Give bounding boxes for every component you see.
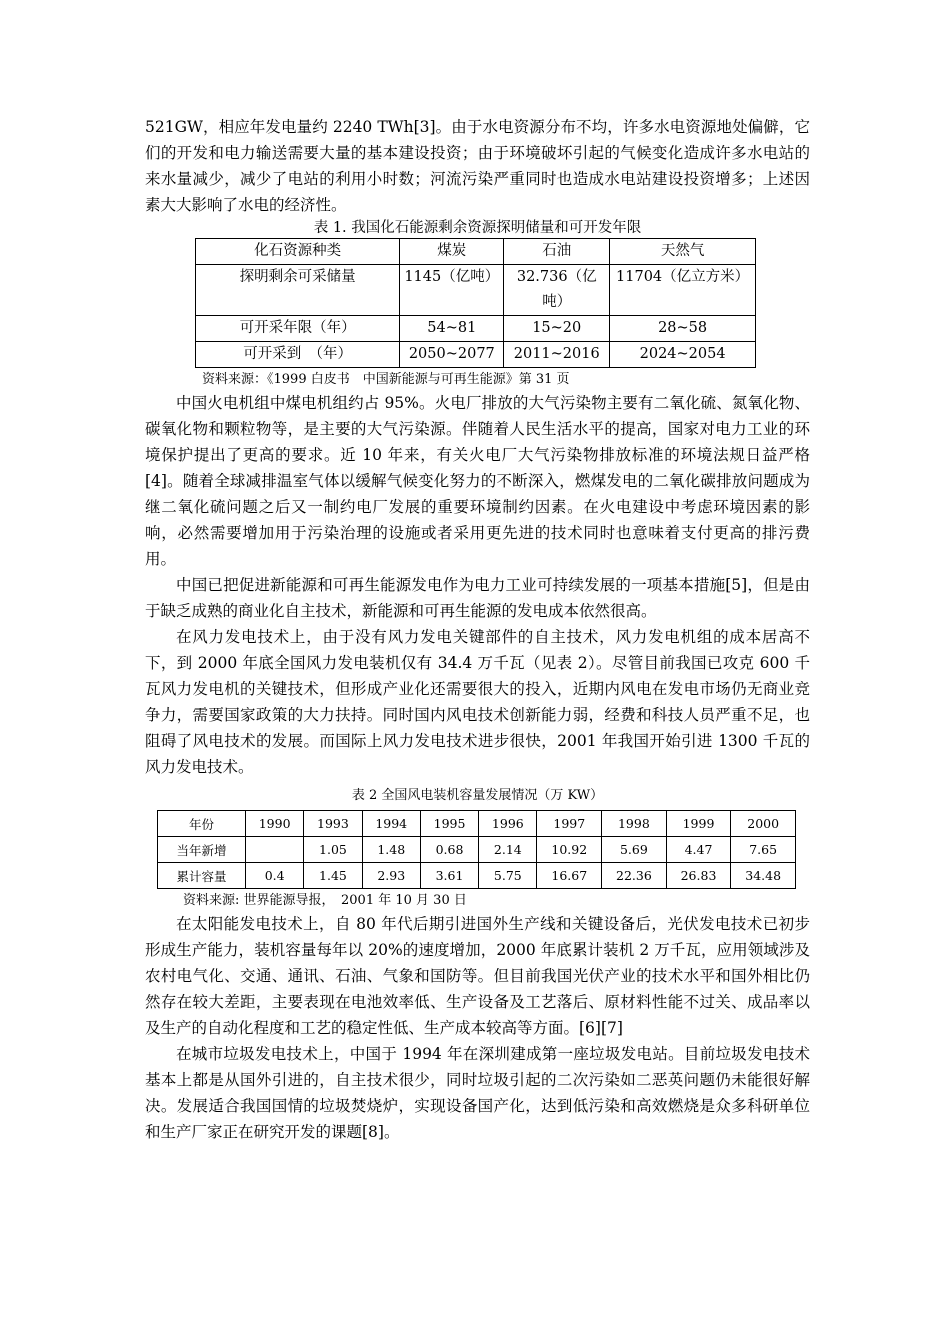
table-cell: 2011~2016 [504, 342, 610, 368]
table-cell: 28~58 [610, 316, 756, 342]
paragraph-wind: 在风力发电技术上，由于没有风力发电关键部件的自主技术，风力发电机组的成本居高不下，到 2000 年底全国风力发电装机仅有 34.4 万千瓦（见表 2）。尽管目前我国已攻克 600 千瓦风力发电机的关键技术，但形成产业化还需要很大的投入，近期内风电在发电市场仍无商业竞争力，需要国家政策的大力扶持。同时国内风电技术创新能力弱，经费和科技人员严重不足，也阻碍了风电技术的发展。而国际上风力发电技术进步很快，2001 年我国开始引进 1300 千瓦的风力发电技术。 [145, 628, 810, 776]
table2-source: 资料来源: 世界能源导报， 2001 年 10 月 30 日 [183, 893, 467, 908]
table-cell: 1.48 [362, 837, 420, 863]
table1-caption: 表 1. 我国化石能源剩余资源探明储量和可开发年限 [313, 220, 642, 236]
document-page [145, 114, 810, 1145]
table-cell: 15~20 [504, 316, 610, 342]
table-cell: 1.05 [304, 837, 362, 863]
table-header-cell: 1997 [537, 811, 602, 837]
table-row [196, 265, 756, 316]
table-cell: 1145（亿吨） [400, 265, 504, 316]
table-cell: 2.93 [362, 863, 420, 889]
table-header-cell: 1993 [304, 811, 362, 837]
table-cell: 54~81 [400, 316, 504, 342]
table-cell: 5.69 [602, 837, 667, 863]
table-cell: 2.14 [479, 837, 537, 863]
table-row [158, 863, 796, 889]
table-cell: 2024~2054 [610, 342, 756, 368]
table-header-cell: 1996 [479, 811, 537, 837]
table-row [196, 342, 756, 368]
table-cell: 5.75 [479, 863, 537, 889]
table-cell: 可开采年限（年） [196, 316, 400, 342]
paragraph-hydro: 521GW，相应年发电量约 2240 TWh[3]。由于水电资源分布不均，许多水电资源地处偏僻，它们的开发和电力输送需要大量的基本建设投资；由于环境破坏引起的气候变化造成许多水电站的来水量减少，减少了电站的利用小时数；河流污染严重同时也造成水电站建设投资增多；上述因素大大影响了水电的经济性。 [145, 118, 810, 214]
table-cell: 0.4 [246, 863, 304, 889]
fossil-reserves-table [195, 238, 756, 368]
table-header-row [158, 811, 796, 837]
table-cell: 26.83 [666, 863, 731, 889]
paragraph-thermal: 中国火电机组中煤电机组约占 95%。火电厂排放的大气污染物主要有二氧化硫、氮氧化物、碳氧化物和颗粒物等，是主要的大气污染源。伴随着人民生活水平的提高，国家对电力工业的环境保护提出了更高的要求。近 10 年来，有关火电厂大气污染物排放标准的环境法规日益严格[4]。随着全球减排温室气体以缓解气候变化努力的不断深入，燃煤发电的二氧化碳排放问题成为继二氧化硫问题之后又一制约电厂发展的重要环境制约因素。在火电建设中考虑环境因素的影响，必然需要增加用于污染治理的设施或者采用更先进的技术同时也意味着支付更高的排污费用。 [145, 394, 810, 568]
table-cell: 2050~2077 [400, 342, 504, 368]
table-header-cell: 石油 [504, 239, 610, 265]
paragraph-renewables: 中国已把促进新能源和可再生能源发电作为电力工业可持续发展的一项基本措施[5]，但是由于缺乏成熟的商业化自主技术，新能源和可再生能源的发电成本依然很高。 [145, 576, 810, 620]
table-cell: 0.68 [420, 837, 478, 863]
table-header-cell: 天然气 [610, 239, 756, 265]
table-row [158, 837, 796, 863]
table-header-cell: 化石资源种类 [196, 239, 400, 265]
table-cell: 累计容量 [158, 863, 246, 889]
wind-capacity-table [157, 810, 796, 889]
table-header-cell: 煤炭 [400, 239, 504, 265]
table-row [196, 316, 756, 342]
table-cell: 11704（亿立方米） [610, 265, 756, 316]
table-cell: 探明剩余可采储量 [196, 265, 400, 316]
table-cell: 10.92 [537, 837, 602, 863]
table-cell: 7.65 [731, 837, 796, 863]
table-header-cell: 1995 [420, 811, 478, 837]
table-cell: 32.736（亿吨） [504, 265, 610, 316]
paragraph-waste: 在城市垃圾发电技术上，中国于 1994 年在深圳建成第一座垃圾发电站。目前垃圾发电技术基本上都是从国外引进的，自主技术很少，同时垃圾引起的二次污染如二恶英问题仍未能很好解决。发展适合我国国情的垃圾焚烧炉，实现设备国产化，达到低污染和高效燃烧是众多科研单位和生产厂家正在研究开发的课题[8]。 [145, 1045, 810, 1141]
table-cell: 当年新增 [158, 837, 246, 863]
table-cell: 可开采到 （年） [196, 342, 400, 368]
table-cell: 16.67 [537, 863, 602, 889]
table-cell: 34.48 [731, 863, 796, 889]
table-cell: 3.61 [420, 863, 478, 889]
table-header-cell: 2000 [731, 811, 796, 837]
table-cell: 22.36 [602, 863, 667, 889]
table-header-cell: 1994 [362, 811, 420, 837]
table-header-cell: 1999 [666, 811, 731, 837]
table1-source: 资料来源：《1999 白皮书 中国新能源与可再生能源》第 31 页 [202, 372, 570, 387]
table-header-cell: 1990 [246, 811, 304, 837]
table-cell [246, 837, 304, 863]
table2-caption: 表 2 全国风电装机容量发展情况（万 KW） [351, 788, 604, 803]
table-cell: 1.45 [304, 863, 362, 889]
table-header-row [196, 239, 756, 265]
table-header-cell: 年份 [158, 811, 246, 837]
table-header-cell: 1998 [602, 811, 667, 837]
paragraph-solar: 在太阳能发电技术上，自 80 年代后期引进国外生产线和关键设备后，光伏发电技术已初步形成生产能力，装机容量每年以 20%的速度增加，2000 年底累计装机 2 万千瓦，应用领域涉及农村电气化、交通、通讯、石油、气象和国防等。但目前我国光伏产业的技术水平和国外相比仍然存在较大差距，主要表现在电池效率低、生产设备及工艺落后、原材料性能不过关、成品率以及生产的自动化程度和工艺的稳定性低、生产成本较高等方面。[6][7] [145, 915, 810, 1037]
table-cell: 4.47 [666, 837, 731, 863]
